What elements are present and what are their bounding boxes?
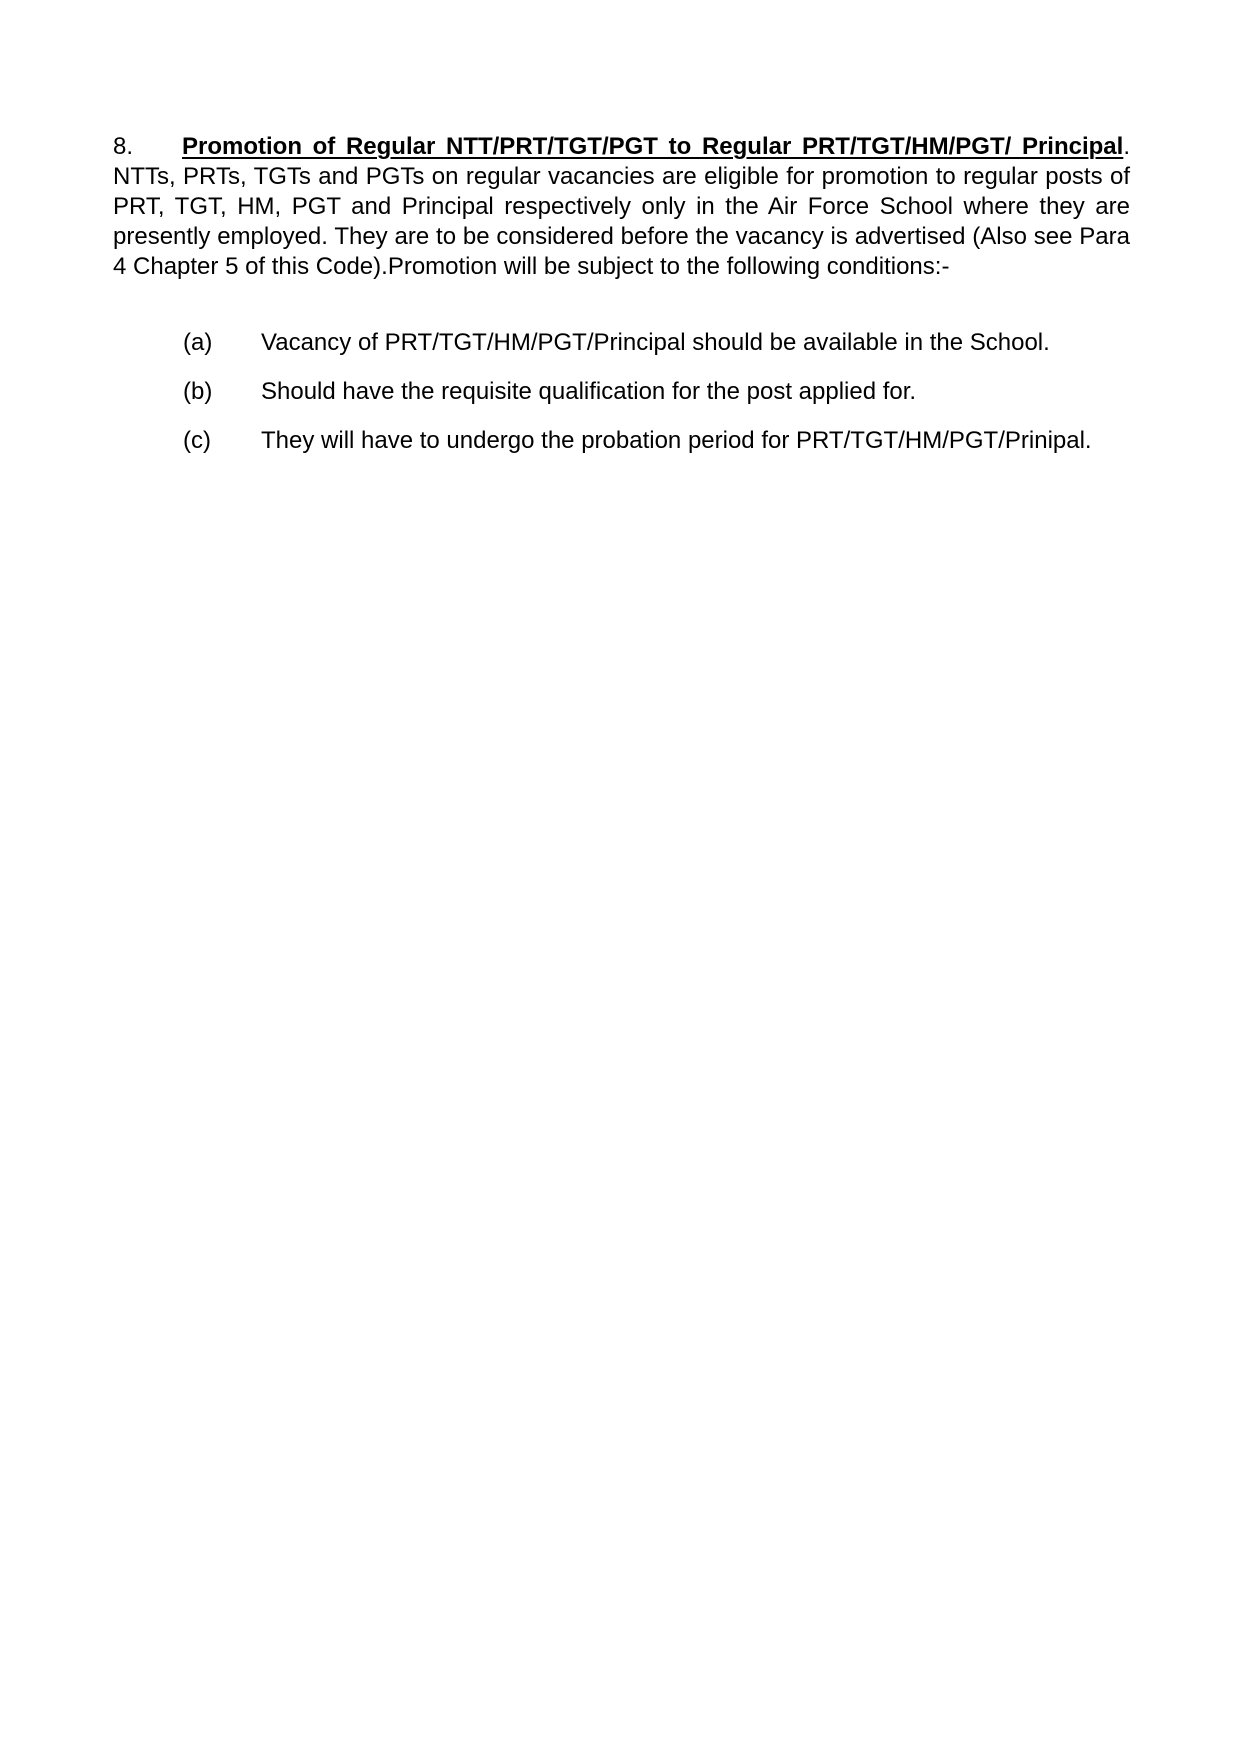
paragraph-heading-end: .	[1123, 133, 1130, 160]
condition-item	[183, 426, 1143, 456]
conditions-list	[183, 328, 1143, 475]
condition-label: (a)	[183, 329, 213, 356]
condition-item	[183, 377, 1143, 407]
condition-text: Should have the requisite qualification for the post applied for.	[261, 378, 917, 405]
condition-text: They will have to undergo the probation period for PRT/TGT/HM/PGT/Prinipal.	[261, 427, 1092, 454]
condition-label: (b)	[183, 378, 213, 405]
paragraph-number: 8.	[113, 133, 134, 160]
condition-label: (c)	[183, 427, 211, 454]
paragraph-body: NTTs, PRTs, TGTs and PGTs on regular vacancies are eligible for promotion to regular posts of PRT, TGT, HM, PGT and Principal respectively only in the Air Force School where they are presently employed. They are to be considered before the vacancy is advertised (Also see Para 4 Chapter 5 of this Code).Promotion will be subject to the following conditions:-	[113, 163, 1130, 280]
condition-text: Vacancy of PRT/TGT/HM/PGT/Principal should be available in the School.	[261, 329, 1050, 356]
condition-item	[183, 328, 1143, 358]
paragraph-heading: Promotion of Regular NTT/PRT/TGT/PGT to Regular PRT/TGT/HM/PGT/ Principal	[182, 133, 1124, 160]
paragraph-8	[113, 132, 1130, 282]
